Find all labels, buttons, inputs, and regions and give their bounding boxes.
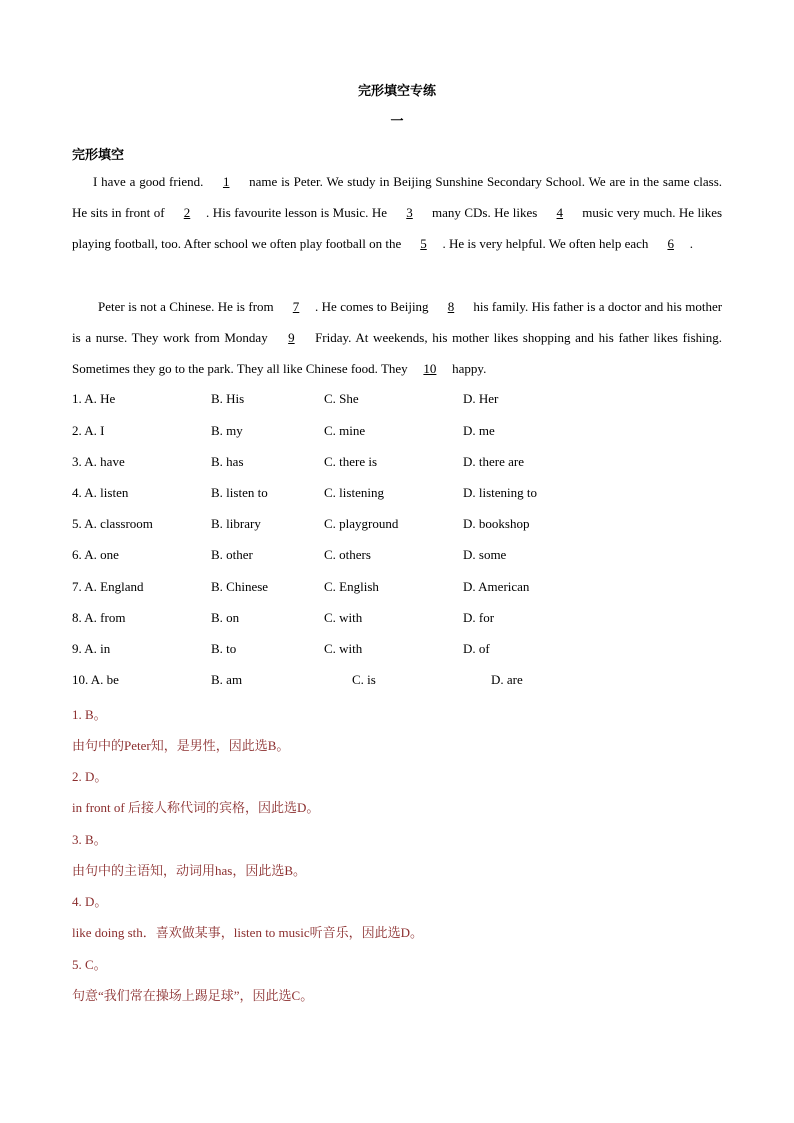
passage-text: . His favourite lesson is Music. He (206, 205, 388, 220)
explanation-1: 由句中的Peter知，是男性，因此选B。 (72, 738, 290, 753)
option-d: D. bookshop (463, 516, 530, 531)
question-row-3 (72, 454, 722, 485)
page-title: 完形填空专练 (357, 83, 436, 98)
option-d: D. me (463, 423, 495, 438)
blank-8: 8 (447, 299, 455, 314)
explanation-4: like doing sth．喜欢做某事，listen to music听音乐，因此选D。 (72, 925, 423, 940)
option-a: 4. A. listen (72, 485, 129, 500)
option-b: B. has (211, 454, 244, 469)
option-b: B. on (211, 610, 240, 625)
blank-4: 4 (556, 205, 564, 220)
answer-1: 1. B。 (72, 707, 107, 722)
passage-text: name is Peter. We study in Beijing Sunshine Secondary School. We are in the same class. He sits in front of (72, 174, 723, 220)
blank-10: 10 (423, 361, 437, 376)
section-number: 一 (390, 113, 404, 128)
passage-text: Peter is not a Chinese. He is from (98, 299, 274, 314)
option-c: C. others (324, 547, 371, 562)
passage-paragraph-1 (72, 166, 722, 259)
option-a: 10. A. be (72, 672, 119, 687)
explanation-3: 由句中的主语知，动词用has，因此选B。 (72, 863, 307, 878)
option-a: 9. A. in (72, 641, 111, 656)
question-row-4 (72, 485, 722, 516)
question-row-1 (72, 391, 722, 422)
question-row-2 (72, 423, 722, 454)
explanation-5: 句意“我们常在操场上踢足球”，因此选C。 (72, 988, 314, 1003)
passage-text: Friday. At weekends, his mother likes shopping and his father likes fishing. Sometimes they go to the park. They all like Chinese food. They (72, 330, 723, 376)
blank-3: 3 (406, 205, 413, 220)
passage-text: happy. (452, 361, 487, 376)
passage-text: . He comes to Beijing (315, 299, 429, 314)
option-b: B. to (211, 641, 237, 656)
option-b: B. other (211, 547, 253, 562)
question-row-5 (72, 516, 722, 547)
option-d: D. there are (463, 454, 524, 469)
option-d: D. some (463, 547, 507, 562)
option-a: 3. A. have (72, 454, 125, 469)
answer-2: 2. D。 (72, 769, 108, 784)
option-b: B. Chinese (211, 579, 269, 594)
option-c: C. playground (324, 516, 399, 531)
option-c: C. with (324, 610, 363, 625)
option-c: C. mine (324, 423, 366, 438)
blank-9: 9 (288, 330, 295, 345)
option-b: B. am (211, 672, 243, 687)
option-c: C. there is (324, 454, 378, 469)
option-d: D. Her (463, 391, 499, 406)
question-row-6 (72, 547, 722, 578)
passage-paragraph-2 (72, 291, 722, 384)
option-a: 8. A. from (72, 610, 126, 625)
option-a: 7. A. England (72, 579, 144, 594)
option-a: 6. A. one (72, 547, 119, 562)
option-d: D. are (491, 672, 523, 687)
blank-1: 1 (222, 174, 230, 189)
answer-3: 3. B。 (72, 832, 107, 847)
question-row-9 (72, 641, 722, 672)
option-a: 2. A. I (72, 423, 105, 438)
answer-5: 5. C。 (72, 957, 107, 972)
answer-4: 4. D。 (72, 894, 108, 909)
question-row-10 (72, 672, 722, 703)
blank-7: 7 (292, 299, 300, 314)
option-b: B. my (211, 423, 243, 438)
blank-6: 6 (667, 236, 674, 251)
passage-text: many CDs. He likes (431, 205, 538, 220)
blank-2: 2 (183, 205, 191, 220)
blank-5: 5 (420, 236, 427, 251)
question-row-7 (72, 579, 722, 610)
option-c: C. is (352, 672, 376, 687)
section-heading: 完形填空 (72, 147, 125, 162)
option-b: B. listen to (211, 485, 268, 500)
option-d: D. for (463, 610, 495, 625)
option-c: C. English (324, 579, 379, 594)
passage-text: . (689, 236, 693, 251)
passage-text: music very much. He likes playing football, too. After school we often play football on the (72, 205, 723, 251)
option-b: B. His (211, 391, 245, 406)
option-d: D. of (463, 641, 490, 656)
option-a: 5. A. classroom (72, 516, 153, 531)
option-c: C. She (324, 391, 359, 406)
explanation-2: in front of 后接人称代词的宾格，因此选D。 (72, 800, 320, 815)
option-b: B. library (211, 516, 261, 531)
option-d: D. American (463, 579, 530, 594)
option-a: 1. A. He (72, 391, 116, 406)
question-row-8 (72, 610, 722, 641)
option-c: C. listening (324, 485, 384, 500)
passage-text: his family. His father is a doctor and his mother is a nurse. They work from Monday (72, 299, 723, 345)
option-d: D. listening to (463, 485, 538, 500)
option-c: C. with (324, 641, 363, 656)
passage-text: I have a good friend. (93, 174, 204, 189)
passage-text: . He is very helpful. We often help each (442, 236, 649, 251)
